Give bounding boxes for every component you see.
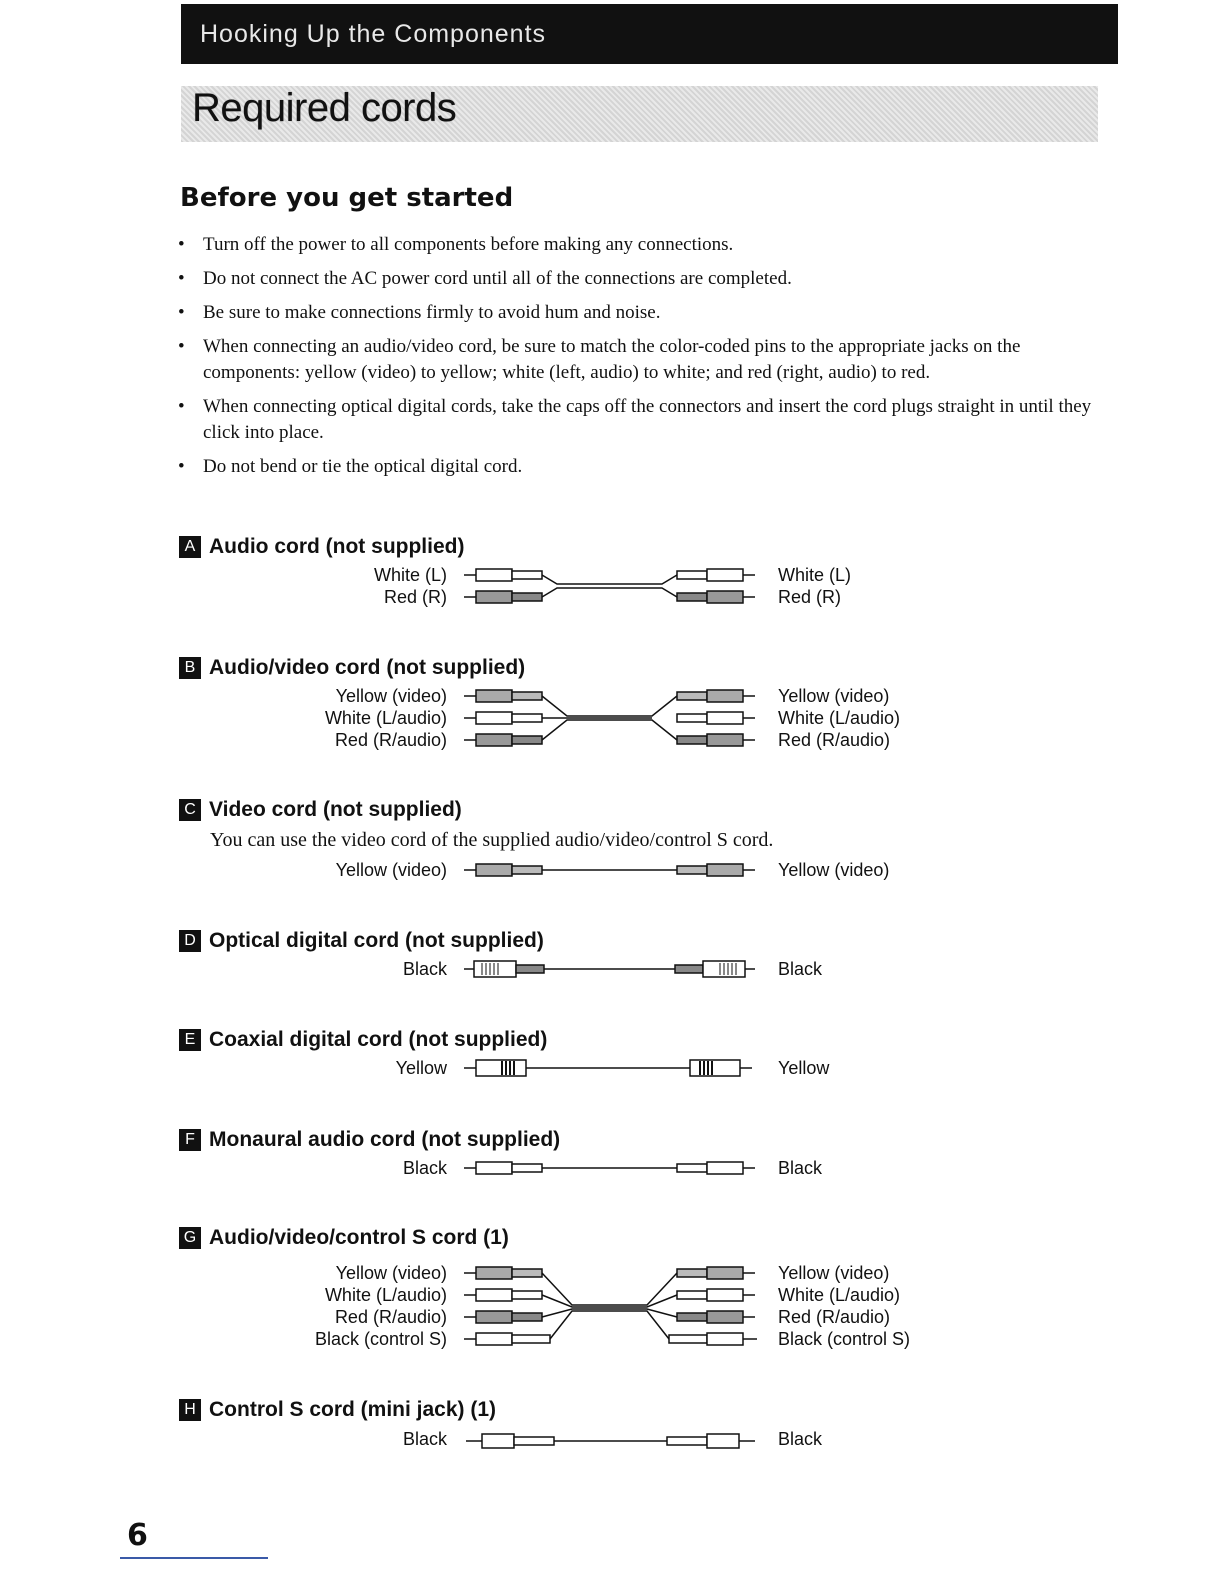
letter-badge: G <box>179 1227 201 1249</box>
cord-heading-g <box>179 1226 509 1250</box>
plug-label: Yellow (video) <box>778 860 890 880</box>
cord-heading-d <box>179 929 544 953</box>
intro-heading: Before you get started <box>180 183 514 213</box>
cord-title: Audio cord (not supplied) <box>209 535 465 558</box>
precautions-list <box>178 232 1113 488</box>
plug-label: White (L) <box>373 565 447 585</box>
plug-label: Yellow <box>395 1058 447 1078</box>
cord-title: Audio/video/control S cord (1) <box>209 1226 509 1249</box>
plug-label: Yellow (video) <box>778 686 890 706</box>
cord-title: Control S cord (mini jack) (1) <box>209 1398 497 1421</box>
plug-label: Red (R/audio) <box>334 1307 447 1327</box>
chapter-title: Hooking Up the Components <box>200 20 547 48</box>
letter-badge: H <box>179 1399 201 1421</box>
cord-d-left-labels <box>403 958 447 980</box>
plug-label: Red (R/audio) <box>778 730 891 750</box>
plug-label: Red (R) <box>383 587 447 607</box>
cord-a-left-labels <box>374 564 447 608</box>
list-item: • When connecting an audio/video cord, be sure to match the color-coded pins to the appropriate jacks on the components: yellow (video) to yellow; white (left, audio) to white; and red (right, audio) to red. <box>178 336 1021 383</box>
list-item: • When connecting optical digital cords, take the caps off the connectors and insert the cord plugs straight in until they click into place. <box>178 396 1092 443</box>
video-cord-illustration <box>462 858 762 882</box>
cord-h-left-labels <box>403 1428 447 1450</box>
cord-heading-f <box>179 1128 560 1152</box>
plug-label: Red (R/audio) <box>778 1307 891 1327</box>
cord-c-note: You can use the video cord of the supplied audio/video/control S cord. <box>210 829 774 851</box>
plug-label: White (L/audio) <box>324 1285 447 1305</box>
page-number: 6 <box>127 1518 148 1553</box>
plug-label: Yellow (video) <box>335 860 447 880</box>
letter-badge: E <box>179 1029 201 1051</box>
list-item: • Do not bend or tie the optical digital cord. <box>178 456 523 477</box>
plug-label: Yellow <box>778 1058 830 1078</box>
list-item: • Be sure to make connections firmly to avoid hum and noise. <box>178 302 661 323</box>
plug-label: Black (control S) <box>314 1329 447 1349</box>
cord-heading-e <box>179 1028 547 1052</box>
letter-badge: D <box>179 930 201 952</box>
cord-title: Monaural audio cord (not supplied) <box>209 1128 561 1151</box>
control-s-cord-illustration <box>462 1428 762 1452</box>
av-control-s-cord-illustration <box>462 1260 762 1354</box>
cord-title: Video cord (not supplied) <box>209 798 462 821</box>
cord-heading-a <box>179 535 464 559</box>
coaxial-cord-illustration <box>462 1056 762 1080</box>
cord-title: Optical digital cord (not supplied) <box>209 929 544 952</box>
page-rule <box>120 1557 268 1559</box>
letter-badge: B <box>179 657 201 679</box>
plug-label: Red (R/audio) <box>334 730 447 750</box>
plug-label: Black (control S) <box>778 1329 911 1349</box>
plug-label: White (L/audio) <box>778 1285 901 1305</box>
audio-cord-illustration <box>462 562 762 612</box>
list-item: • Turn off the power to all components before making any connections. <box>178 234 734 255</box>
cord-h-right-labels <box>778 1428 822 1450</box>
cord-heading-h <box>179 1398 496 1422</box>
cord-title: Coaxial digital cord (not supplied) <box>209 1028 548 1051</box>
cord-f-left-labels <box>403 1157 447 1179</box>
cord-heading-b <box>179 656 525 680</box>
plug-label: Black <box>402 1158 447 1178</box>
cord-c-right-labels <box>778 859 889 881</box>
plug-label: Black <box>778 959 823 979</box>
letter-badge: A <box>179 536 201 558</box>
plug-label: Black <box>402 1429 447 1449</box>
letter-badge: F <box>179 1129 201 1151</box>
plug-label: Red (R) <box>778 587 842 607</box>
letter-badge: C <box>179 799 201 821</box>
cord-b-right-labels <box>778 685 900 751</box>
list-item: • Do not connect the AC power cord until all of the connections are completed. <box>178 268 792 289</box>
cord-a-right-labels <box>778 564 851 608</box>
plug-label: Black <box>402 959 447 979</box>
cord-e-right-labels <box>778 1057 829 1079</box>
cord-e-left-labels <box>396 1057 447 1079</box>
plug-label: Yellow (video) <box>335 1263 447 1283</box>
optical-cord-illustration <box>462 957 762 981</box>
plug-label: White (L/audio) <box>778 708 901 728</box>
cord-heading-c <box>179 798 462 822</box>
cord-c-left-labels <box>336 859 447 881</box>
plug-label: White (L) <box>778 565 852 585</box>
plug-label: Black <box>778 1429 823 1449</box>
plug-label: Yellow (video) <box>335 686 447 706</box>
cord-title: Audio/video cord (not supplied) <box>209 656 526 679</box>
section-title: Required cords <box>192 86 457 130</box>
plug-label: White (L/audio) <box>324 708 447 728</box>
cord-f-right-labels <box>778 1157 822 1179</box>
plug-label: Black <box>778 1158 823 1178</box>
cord-d-right-labels <box>778 958 822 980</box>
cord-b-left-labels <box>325 685 447 751</box>
cord-g-right-labels <box>778 1262 910 1350</box>
audio-video-cord-illustration <box>462 683 762 755</box>
plug-label: Yellow (video) <box>778 1263 890 1283</box>
cord-g-left-labels <box>315 1262 447 1350</box>
monaural-cord-illustration <box>462 1156 762 1180</box>
